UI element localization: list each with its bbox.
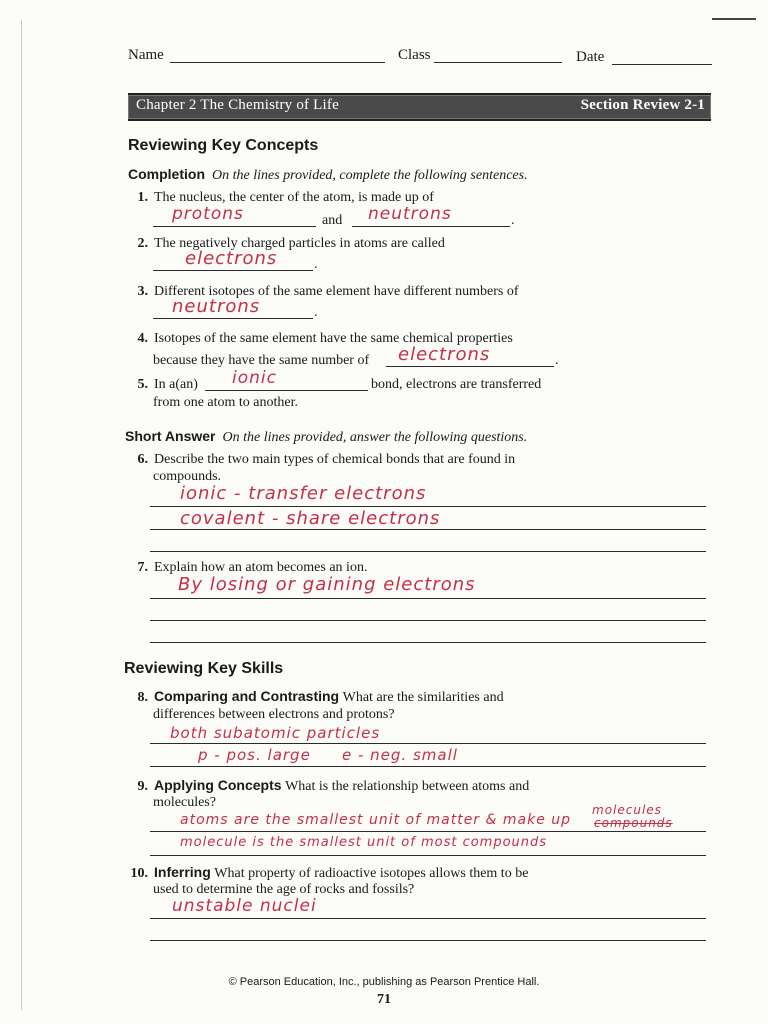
- q8-answer-2b: e - neg. small: [342, 746, 458, 764]
- q7-answer: By losing or gaining electrons: [178, 574, 476, 595]
- scan-mark-top-right: [712, 18, 756, 20]
- q9-answer-1: atoms are the smallest unit of matter & make up: [180, 812, 572, 828]
- question-9-label: Applying Concepts: [154, 777, 282, 793]
- q7-line-2[interactable]: [150, 620, 706, 621]
- q10-line-1[interactable]: [150, 918, 706, 919]
- q6-answer-2: covalent - share electrons: [180, 508, 441, 529]
- question-5-post: bond, electrons are transferred: [371, 377, 542, 392]
- question-4-text: Isotopes of the same element have the same chemical properties: [154, 331, 513, 346]
- date-label: Date: [576, 49, 605, 65]
- question-4-number: 4.: [137, 331, 148, 346]
- q4-blank[interactable]: [386, 366, 554, 367]
- question-5-pre: In a(an): [154, 377, 198, 392]
- q8-line-1[interactable]: [150, 743, 706, 744]
- question-8-text: What are the similarities and: [342, 690, 504, 705]
- question-5: [128, 376, 198, 393]
- name-line[interactable]: [170, 62, 385, 63]
- question-9-number: 9.: [137, 779, 148, 794]
- question-8: [128, 688, 504, 706]
- name-label: Name: [128, 47, 164, 63]
- date-line[interactable]: [612, 64, 712, 65]
- question-3-number: 3.: [137, 284, 148, 299]
- question-6-number: 6.: [137, 452, 148, 467]
- short-answer-instructions: [125, 428, 527, 446]
- skills-heading: Reviewing Key Skills: [124, 660, 284, 677]
- question-2: [128, 235, 445, 252]
- q7-line-3[interactable]: [150, 642, 706, 643]
- question-8-label: Comparing and Contrasting: [154, 688, 340, 704]
- q1-answer-2: neutrons: [368, 204, 452, 224]
- question-9-text: What is the relationship between atoms and: [285, 779, 530, 794]
- q6-line-1[interactable]: [150, 506, 706, 507]
- section-title: Section Review 2-1: [580, 97, 705, 113]
- short-answer-instruction-text: On the lines provided, answer the following questions.: [222, 430, 528, 445]
- completion-instructions: [128, 166, 528, 184]
- page-number: 71: [377, 992, 391, 1007]
- question-6-text-2: compounds.: [153, 469, 222, 484]
- short-answer-label: Short Answer: [125, 428, 216, 444]
- q1-blank-2[interactable]: [352, 226, 510, 227]
- question-8-text-2: differences between electrons and protons?: [153, 707, 395, 722]
- question-7-text: Explain how an atom becomes an ion.: [154, 560, 368, 575]
- question-6-text: Describe the two main types of chemical bonds that are found in: [154, 452, 516, 467]
- q10-line-2[interactable]: [150, 940, 706, 941]
- q5-blank[interactable]: [205, 390, 368, 391]
- q9-answer-2: molecule is the smallest unit of most compounds: [180, 835, 548, 850]
- class-label: Class: [398, 47, 431, 63]
- q7-line-1[interactable]: [150, 598, 706, 599]
- q8-line-2[interactable]: [150, 766, 706, 767]
- q8-answer-1: both subatomic particles: [170, 724, 381, 742]
- q4-answer: electrons: [398, 344, 491, 365]
- question-1-number: 1.: [137, 190, 148, 205]
- chapter-banner: [128, 93, 711, 121]
- q6-line-2[interactable]: [150, 529, 706, 530]
- completion-label: Completion: [128, 166, 205, 182]
- question-10-label: Inferring: [154, 864, 211, 880]
- chapter-title: Chapter 2 The Chemistry of Life: [136, 97, 339, 113]
- question-9: [128, 777, 529, 795]
- question-10-number: 10.: [130, 866, 148, 881]
- q1-answer-1: protons: [172, 204, 244, 224]
- q3-blank[interactable]: [153, 318, 313, 319]
- q3-period: .: [314, 305, 318, 320]
- q1-joiner: and: [322, 213, 343, 228]
- q10-answer: unstable nuclei: [172, 896, 317, 916]
- question-5-number: 5.: [137, 377, 148, 392]
- q1-period: .: [511, 213, 515, 228]
- q9-line-2[interactable]: [150, 855, 706, 856]
- question-2-text: The negatively charged particles in atoms are called: [154, 236, 445, 251]
- class-line[interactable]: [434, 62, 562, 63]
- question-2-number: 2.: [137, 236, 148, 251]
- question-10: [128, 864, 528, 882]
- q8-answer-2a: p - pos. large: [198, 746, 311, 764]
- question-10-text: What property of radioactive isotopes allows them to be: [214, 866, 529, 881]
- question-10-text-2: used to determine the age of rocks and fossils?: [153, 882, 415, 897]
- q3-answer: neutrons: [172, 296, 261, 317]
- question-9-text-2: molecules?: [153, 795, 216, 810]
- question-7-number: 7.: [137, 560, 148, 575]
- question-3-text: Different isotopes of the same element have different numbers of: [154, 284, 519, 299]
- q9-line-1[interactable]: [150, 831, 706, 832]
- completion-instruction-text: On the lines provided, complete the following sentences.: [212, 168, 528, 183]
- q9-answer-1c: compounds: [594, 816, 673, 830]
- concepts-heading: Reviewing Key Concepts: [128, 137, 319, 154]
- q4-period: .: [555, 353, 559, 368]
- q2-answer: electrons: [185, 248, 278, 269]
- question-4-text-2: because they have the same number of: [153, 353, 370, 368]
- copyright-notice: © Pearson Education, Inc., publishing as Pearson Prentice Hall.: [228, 976, 540, 988]
- q6-answer-1: ionic - transfer electrons: [180, 483, 427, 504]
- q5-answer: ionic: [232, 368, 277, 388]
- q1-blank-1[interactable]: [153, 226, 316, 227]
- q2-period: .: [314, 257, 318, 272]
- question-1-text: The nucleus, the center of the atom, is made up of: [154, 190, 434, 205]
- q9-answer-1b: molecules: [592, 803, 662, 817]
- scan-edge-line: [21, 20, 22, 1010]
- question-5-text-2: from one atom to another.: [153, 395, 299, 410]
- q6-line-3[interactable]: [150, 551, 706, 552]
- question-8-number: 8.: [137, 690, 148, 705]
- q2-blank[interactable]: [153, 270, 313, 271]
- question-6: [128, 451, 515, 468]
